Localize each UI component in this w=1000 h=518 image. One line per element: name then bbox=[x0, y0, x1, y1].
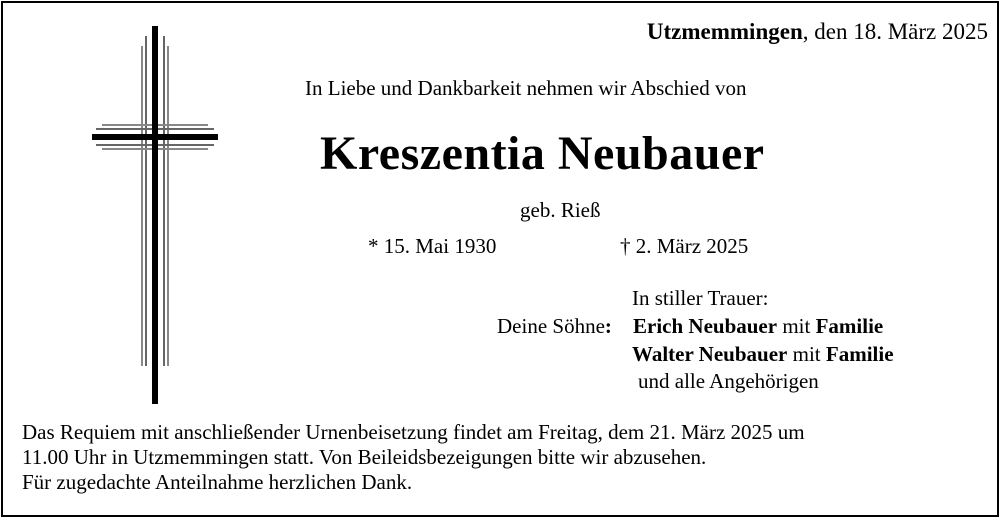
sons-colon: : bbox=[604, 314, 612, 338]
connector-2: mit bbox=[787, 342, 826, 366]
notice-line-3: Für zugedachte Anteilnahme herzlichen Dank. bbox=[22, 470, 413, 494]
family-1: Familie bbox=[815, 314, 884, 338]
sons-label bbox=[497, 316, 612, 337]
connector-1: mit bbox=[777, 314, 816, 338]
place: Utzmemmingen bbox=[646, 19, 803, 44]
son-2-name: Walter Neubauer bbox=[632, 342, 788, 366]
deceased-name: Kreszentia Neubauer bbox=[320, 127, 765, 180]
mourner-line-1 bbox=[633, 316, 883, 337]
intro-text: In Liebe und Dankbarkeit nehmen wir Abschied von bbox=[305, 76, 747, 100]
sons-label-text: Deine Söhne bbox=[497, 314, 605, 338]
mourning-heading: In stiller Trauer: bbox=[632, 286, 769, 310]
notice-line-2: 11.00 Uhr in Utzmemmingen statt. Von Beileidsbezeigungen bitte wir abzusehen. bbox=[22, 445, 707, 469]
notice-line-1: Das Requiem mit anschließender Urnenbeisetzung findet am Freitag, dem 21. März 2025 um bbox=[22, 420, 805, 444]
place-date-line bbox=[647, 20, 988, 43]
birth-date: * 15. Mai 1930 bbox=[368, 234, 497, 258]
date: , den 18. März 2025 bbox=[802, 19, 988, 44]
death-date: † 2. März 2025 bbox=[620, 234, 749, 258]
service-notice bbox=[22, 420, 982, 495]
family-2: Familie bbox=[825, 342, 894, 366]
son-1-name: Erich Neubauer bbox=[633, 314, 778, 338]
mourner-line-2 bbox=[632, 344, 894, 365]
cross-icon bbox=[92, 26, 218, 406]
relatives-line: und alle Angehörigen bbox=[638, 369, 819, 393]
birth-name: geb. Rieß bbox=[520, 198, 601, 222]
